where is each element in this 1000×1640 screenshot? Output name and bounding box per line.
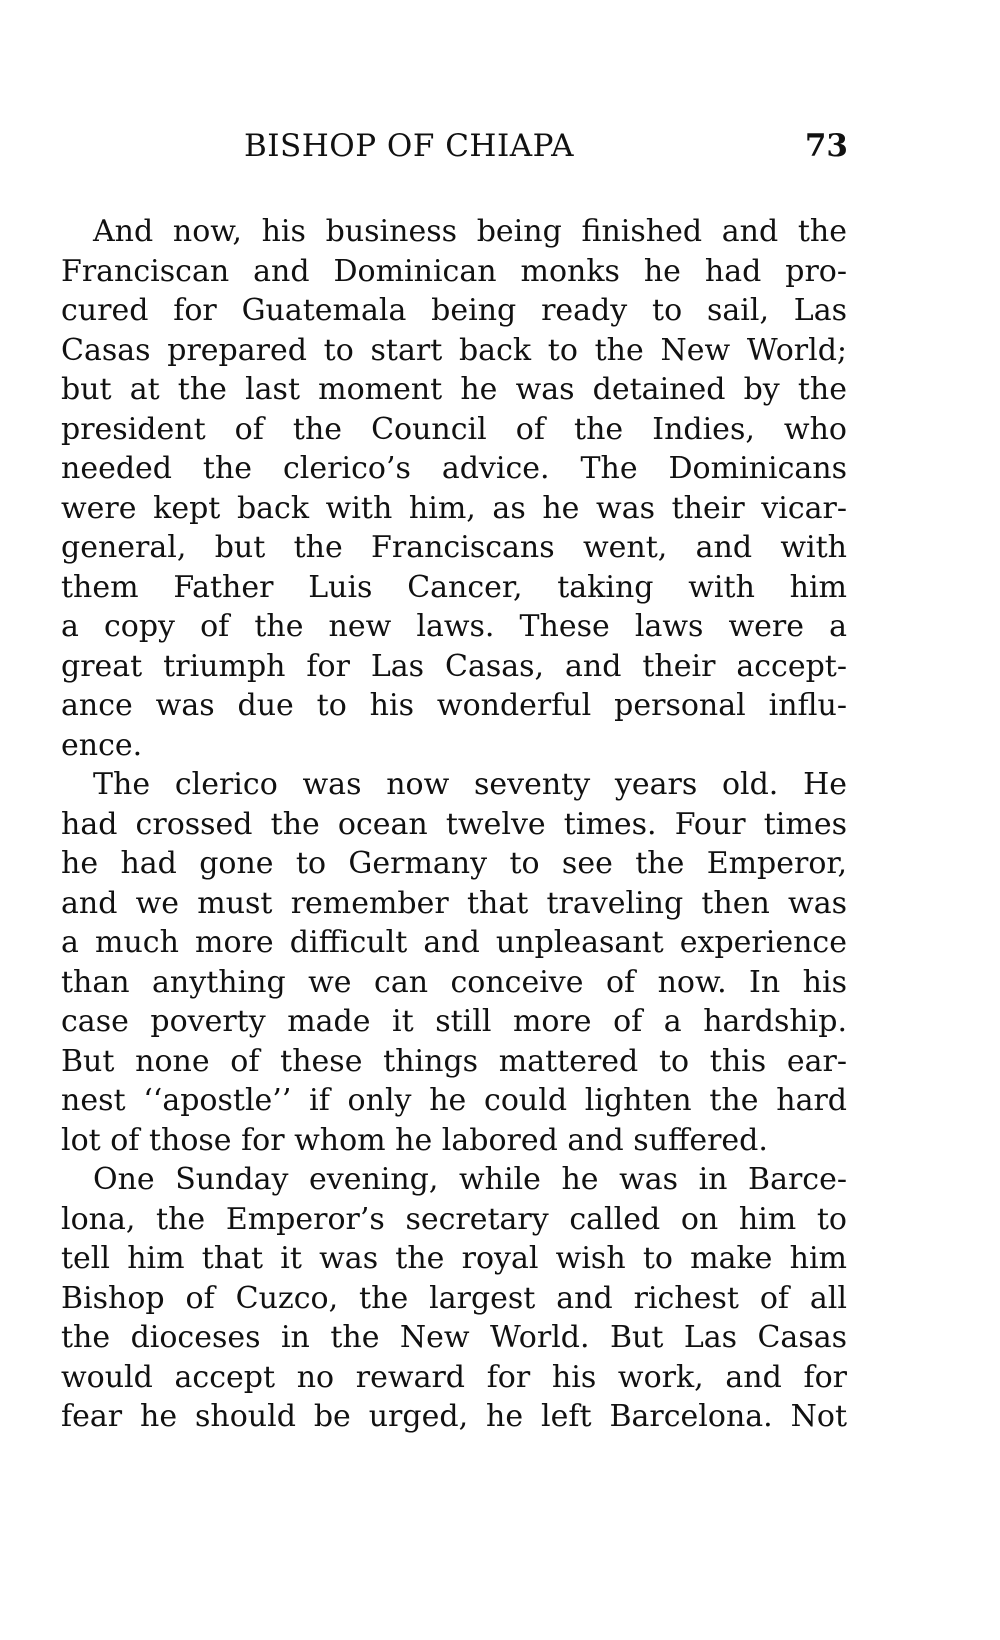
paragraph-3 xyxy=(61,1160,847,1437)
text-line: lot of those for whom he labored and suffered. xyxy=(61,1122,768,1158)
text-line: needed the clerico’s advice. The Dominicans xyxy=(61,451,847,486)
text-line: The clerico was now seventy years old. He xyxy=(93,767,847,802)
text-line: And now, his business being finished and the xyxy=(93,214,847,249)
text-line: lona, the Emperor’s secretary called on him to xyxy=(61,1201,847,1237)
text-line: than anything we can conceive of now. In his xyxy=(61,964,847,1000)
text-line: and we must remember that traveling then was xyxy=(61,885,847,921)
running-head: BISHOP OF CHIAPA xyxy=(244,128,574,164)
text-line: One Sunday evening, while he was in Barce- xyxy=(93,1162,847,1197)
text-line: ence. xyxy=(61,727,143,763)
text-line: fear he should be urged, he left Barcelona. Not xyxy=(61,1399,847,1434)
text-line: nest ‘‘apostle’’ if only he could lighten the hard xyxy=(61,1083,847,1118)
paragraph-1 xyxy=(61,212,847,765)
text-line: tell him that it was the royal wish to make him xyxy=(61,1241,847,1276)
text-line: a much more difficult and unpleasant experience xyxy=(61,925,847,960)
text-line: president of the Council of the Indies, who xyxy=(61,411,847,447)
text-line: Bishop of Cuzco, the largest and richest of all xyxy=(61,1280,847,1316)
text-line: he had gone to Germany to see the Emperor, xyxy=(61,846,847,881)
text-line: but at the last moment he was detained by the xyxy=(61,372,847,407)
text-line: the dioceses in the New World. But Las Casas xyxy=(61,1320,847,1355)
text-line: case poverty made it still more of a hardship. xyxy=(61,1004,847,1039)
text-line: ance was due to his wonderful personal influ- xyxy=(61,688,847,723)
text-line: would accept no reward for his work, and for xyxy=(61,1359,847,1395)
text-line: them Father Luis Cancer, taking with him xyxy=(61,569,847,605)
page-number: 73 xyxy=(804,128,848,164)
text-line: general, but the Franciscans went, and with xyxy=(61,530,847,565)
paragraph-2 xyxy=(61,765,847,1160)
text-line: had crossed the ocean twelve times. Four times xyxy=(61,806,847,842)
page-header xyxy=(244,128,848,178)
text-line: were kept back with him, as he was their vicar- xyxy=(61,490,847,526)
text-line: cured for Guatemala being ready to sail, Las xyxy=(61,293,847,328)
text-line: Casas prepared to start back to the New World; xyxy=(61,332,847,368)
text-line: a copy of the new laws. These laws were a xyxy=(61,609,847,644)
text-line: But none of these things mattered to this ear- xyxy=(61,1043,847,1079)
body-text xyxy=(61,212,847,1437)
text-line: Franciscan and Dominican monks he had pro- xyxy=(61,253,847,289)
text-line: great triumph for Las Casas, and their accept- xyxy=(61,648,847,684)
